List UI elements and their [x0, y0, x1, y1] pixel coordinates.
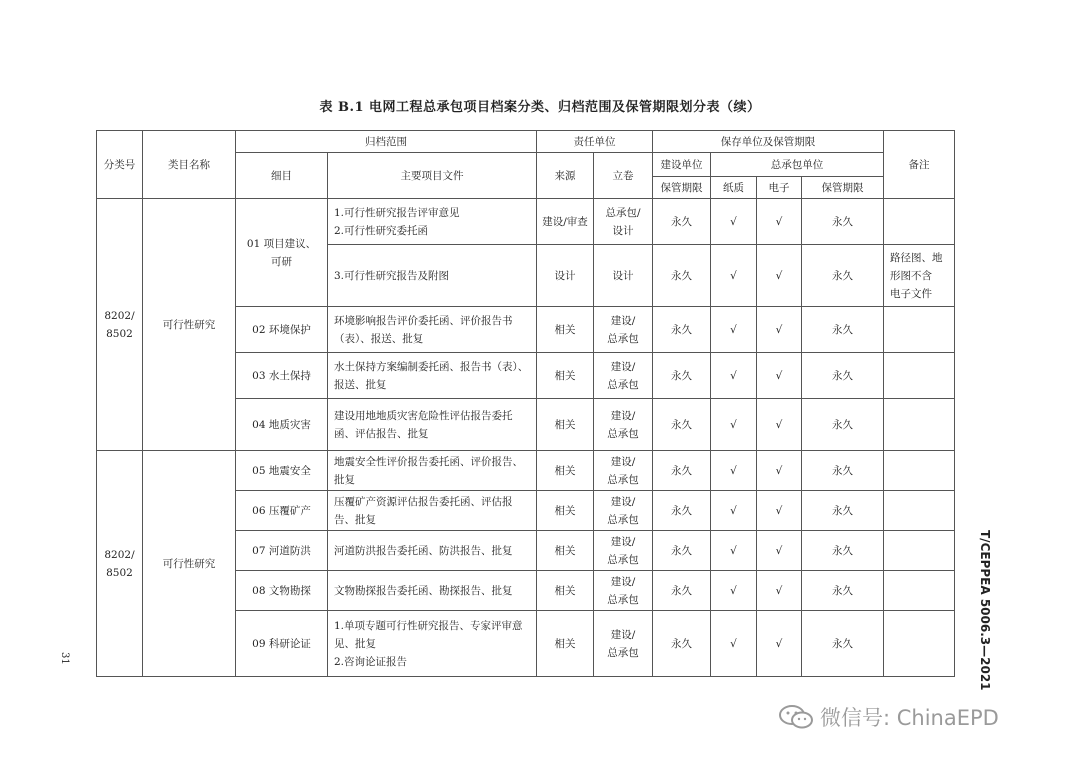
cell-item: 02 环境保护	[236, 307, 328, 353]
header-source: 来源	[537, 153, 594, 199]
cell-files: 水土保持方案编制委托函、报告书（表）、报送、批复	[328, 353, 537, 399]
cell-filing: 总承包/ 设计	[594, 199, 653, 245]
cell-electronic: √	[757, 571, 802, 611]
cell-remark	[884, 491, 955, 531]
cell-electronic: √	[757, 245, 802, 307]
cell-source: 相关	[537, 531, 594, 571]
header-remarks: 备注	[884, 131, 955, 199]
cell-paper: √	[711, 245, 757, 307]
cell-remark	[884, 199, 955, 245]
cell-remark	[884, 531, 955, 571]
cell-paper: √	[711, 531, 757, 571]
cell-period: 永久	[802, 353, 884, 399]
header-contractor-period: 保管期限	[802, 177, 884, 199]
cell-builder-period: 永久	[653, 571, 711, 611]
header-retention: 保存单位及保管期限	[653, 131, 884, 153]
cell-period: 永久	[802, 307, 884, 353]
watermark-text: 微信号: ChinaEPD	[820, 706, 999, 730]
cell-item: 03 水土保持	[236, 353, 328, 399]
cell-builder-period: 永久	[653, 353, 711, 399]
cell-paper: √	[711, 353, 757, 399]
cell-period: 永久	[802, 571, 884, 611]
cell-source: 相关	[537, 571, 594, 611]
cell-files: 建设用地地质灾害危险性评估报告委托函、评估报告、批复	[328, 399, 537, 451]
cell-filing: 建设/ 总承包	[594, 307, 653, 353]
header-builder: 建设单位	[653, 153, 711, 177]
cell-category: 可行性研究	[143, 451, 236, 677]
header-electronic: 电子	[757, 177, 802, 199]
header-code: 分类号	[97, 131, 143, 199]
header-builder-period: 保管期限	[653, 177, 711, 199]
cell-filing: 建设/ 总承包	[594, 353, 653, 399]
cell-item: 08 文物勘探	[236, 571, 328, 611]
watermark	[778, 702, 999, 732]
cell-builder-period: 永久	[653, 307, 711, 353]
cell-item: 09 科研论证	[236, 611, 328, 677]
cell-code: 8202/ 8502	[97, 199, 143, 451]
cell-filing: 建设/ 总承包	[594, 399, 653, 451]
header-responsibility: 责任单位	[537, 131, 653, 153]
cell-paper: √	[711, 199, 757, 245]
cell-builder-period: 永久	[653, 491, 711, 531]
page-number: 31	[59, 652, 70, 665]
table-row	[97, 451, 955, 491]
cell-electronic: √	[757, 353, 802, 399]
cell-builder-period: 永久	[653, 245, 711, 307]
cell-electronic: √	[757, 611, 802, 677]
cell-builder-period: 永久	[653, 451, 711, 491]
header-filing: 立卷	[594, 153, 653, 199]
cell-electronic: √	[757, 199, 802, 245]
table-title: 表 B.1 电网工程总承包项目档案分类、归档范围及保管期限划分表（续）	[319, 100, 761, 115]
header-contractor: 总承包单位	[711, 153, 884, 177]
standard-code: T/CEPPEA 5006.3—2021	[978, 530, 992, 691]
cell-item: 05 地震安全	[236, 451, 328, 491]
cell-filing: 建设/ 总承包	[594, 531, 653, 571]
cell-paper: √	[711, 571, 757, 611]
cell-paper: √	[711, 491, 757, 531]
cell-item: 06 压覆矿产	[236, 491, 328, 531]
cell-remark	[884, 307, 955, 353]
cell-source: 设计	[537, 245, 594, 307]
table-row	[97, 199, 955, 245]
cell-code: 8202/ 8502	[97, 451, 143, 677]
cell-builder-period: 永久	[653, 399, 711, 451]
cell-electronic: √	[757, 399, 802, 451]
cell-source: 相关	[537, 399, 594, 451]
cell-builder-period: 永久	[653, 611, 711, 677]
cell-remark	[884, 571, 955, 611]
cell-remark	[884, 611, 955, 677]
cell-period: 永久	[802, 611, 884, 677]
cell-files: 地震安全性评价报告委托函、评价报告、批复	[328, 451, 537, 491]
cell-item: 04 地质灾害	[236, 399, 328, 451]
cell-files: 压覆矿产资源评估报告委托函、评估报告、批复	[328, 491, 537, 531]
cell-files: 1.可行性研究报告评审意见 2.可行性研究委托函	[328, 199, 537, 245]
cell-item: 07 河道防洪	[236, 531, 328, 571]
header-paper: 纸质	[711, 177, 757, 199]
cell-files: 3.可行性研究报告及附图	[328, 245, 537, 307]
cell-filing: 建设/ 总承包	[594, 451, 653, 491]
cell-period: 永久	[802, 199, 884, 245]
cell-source: 建设/审查	[537, 199, 594, 245]
cell-period: 永久	[802, 491, 884, 531]
cell-electronic: √	[757, 451, 802, 491]
cell-source: 相关	[537, 451, 594, 491]
wechat-icon	[778, 704, 814, 730]
cell-period: 永久	[802, 245, 884, 307]
cell-category: 可行性研究	[143, 199, 236, 451]
cell-filing: 建设/ 总承包	[594, 571, 653, 611]
cell-item: 01 项目建议、 可研	[236, 199, 328, 307]
table-body	[97, 199, 955, 677]
cell-source: 相关	[537, 353, 594, 399]
cell-remark: 路径图、地 形图不含 电子文件	[884, 245, 955, 307]
cell-period: 永久	[802, 399, 884, 451]
header-main-files: 主要项目文件	[328, 153, 537, 199]
cell-remark	[884, 353, 955, 399]
cell-period: 永久	[802, 451, 884, 491]
header-category: 类目名称	[143, 131, 236, 199]
cell-files: 河道防洪报告委托函、防洪报告、批复	[328, 531, 537, 571]
cell-filing: 设计	[594, 245, 653, 307]
cell-paper: √	[711, 451, 757, 491]
cell-filing: 建设/ 总承包	[594, 491, 653, 531]
cell-files: 环境影响报告评价委托函、评价报告书（表）、报送、批复	[328, 307, 537, 353]
cell-electronic: √	[757, 491, 802, 531]
cell-source: 相关	[537, 611, 594, 677]
cell-electronic: √	[757, 531, 802, 571]
cell-builder-period: 永久	[653, 531, 711, 571]
cell-period: 永久	[802, 531, 884, 571]
archive-classification-table	[96, 130, 955, 677]
cell-files: 1.单项专题可行性研究报告、专家评审意见、批复 2.咨询论证报告	[328, 611, 537, 677]
cell-remark	[884, 399, 955, 451]
header-scope: 归档范围	[236, 131, 537, 153]
header-item: 细目	[236, 153, 328, 199]
cell-builder-period: 永久	[653, 199, 711, 245]
cell-paper: √	[711, 399, 757, 451]
cell-paper: √	[711, 307, 757, 353]
cell-source: 相关	[537, 491, 594, 531]
cell-paper: √	[711, 611, 757, 677]
cell-source: 相关	[537, 307, 594, 353]
cell-filing: 建设/ 总承包	[594, 611, 653, 677]
cell-remark	[884, 451, 955, 491]
cell-files: 文物勘探报告委托函、勘探报告、批复	[328, 571, 537, 611]
cell-electronic: √	[757, 307, 802, 353]
